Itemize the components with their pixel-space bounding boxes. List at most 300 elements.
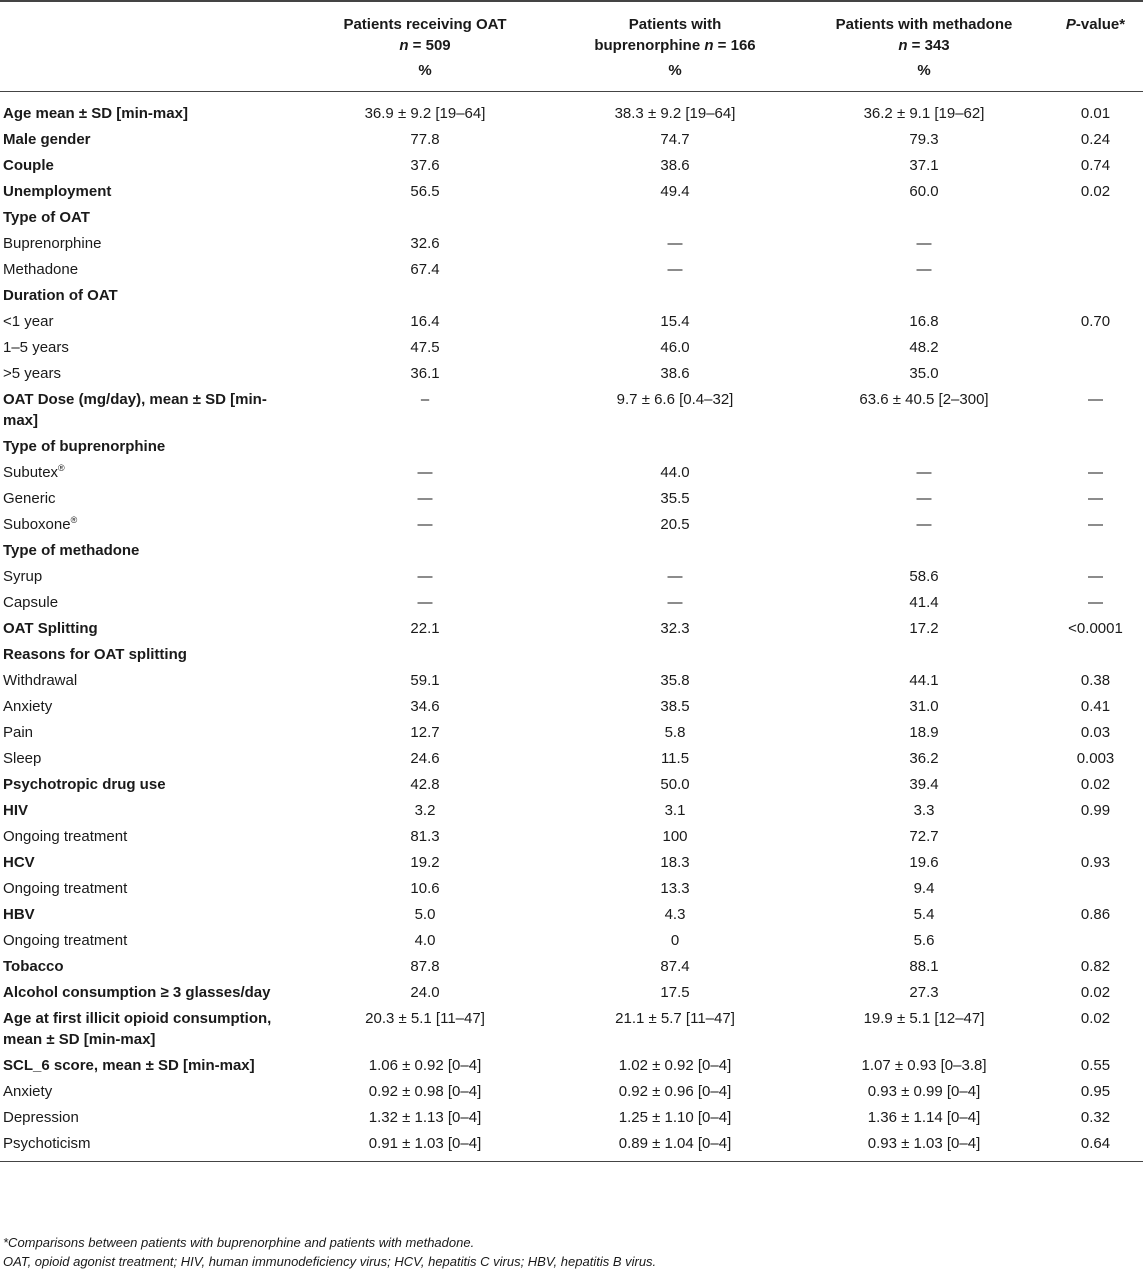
- cell-p-value: [1048, 823, 1143, 849]
- row-label-text: Buprenorphine: [3, 235, 102, 252]
- header-bup-percent: %: [668, 62, 682, 79]
- cell-methadone: 79.3: [909, 131, 939, 148]
- cell-methadone: —: [916, 516, 932, 533]
- header-buprenorphine: [550, 1, 800, 92]
- table-row: [0, 953, 1143, 979]
- table-row: [0, 563, 1143, 589]
- header-oat-percent: %: [418, 62, 432, 79]
- cell-p-value: [1048, 875, 1143, 901]
- row-label: [0, 256, 300, 282]
- cell-methadone: 17.2: [909, 620, 939, 637]
- cell-methadone: 1.36 ± 1.14 [0–4]: [867, 1109, 981, 1126]
- cell-oat: 36.9 ± 9.2 [19–64]: [364, 105, 486, 122]
- row-label-text: HBV: [3, 906, 35, 923]
- cell-oat: 12.7: [410, 724, 440, 741]
- table-row: [0, 849, 1143, 875]
- table-row: [0, 667, 1143, 693]
- cell-p-value: —: [1088, 464, 1103, 481]
- table-row: [0, 1005, 1143, 1052]
- row-label-text: Type of OAT: [3, 209, 90, 226]
- row-label: [0, 797, 300, 823]
- row-label-text: >5 years: [3, 365, 61, 382]
- row-label: [0, 230, 300, 256]
- row-label-text: Methadone: [3, 261, 79, 278]
- cell-buprenorphine: [550, 282, 800, 308]
- row-label: [0, 979, 300, 1005]
- table-row: [0, 334, 1143, 360]
- table-row: [0, 615, 1143, 641]
- cell-oat: [300, 433, 550, 459]
- cell-buprenorphine: 38.5: [660, 698, 690, 715]
- cell-oat: 81.3: [410, 828, 440, 845]
- row-label: [0, 1078, 300, 1104]
- row-label-text: Type of methadone: [3, 542, 140, 559]
- cell-oat: 42.8: [410, 776, 440, 793]
- row-label: [0, 771, 300, 797]
- cell-oat: [300, 204, 550, 230]
- table-row: [0, 204, 1143, 230]
- row-label-text: HIV: [3, 802, 29, 819]
- cell-oat: [300, 641, 550, 667]
- header-p-letter: P: [1065, 16, 1076, 33]
- row-label: [0, 719, 300, 745]
- cell-oat: 47.5: [410, 339, 440, 356]
- cell-p-value: —: [1088, 391, 1103, 408]
- row-label-text: HCV: [3, 854, 35, 871]
- cell-methadone: 31.0: [909, 698, 939, 715]
- header-p-value: [1048, 1, 1143, 92]
- table-row: [0, 511, 1143, 537]
- cell-oat: 36.1: [410, 365, 440, 382]
- cell-p-value: [1048, 334, 1143, 360]
- cell-oat: 22.1: [410, 620, 440, 637]
- cell-buprenorphine: 50.0: [660, 776, 690, 793]
- row-label-text: Withdrawal: [3, 672, 78, 689]
- cell-p-value: 0.02: [1080, 1010, 1111, 1027]
- table-footnotes: [3, 1233, 1133, 1271]
- cell-methadone: —: [916, 464, 932, 481]
- row-label: [0, 641, 300, 667]
- row-label: [0, 433, 300, 459]
- cell-oat: 0.92 ± 0.98 [0–4]: [368, 1083, 482, 1100]
- cell-methadone: 19.9 ± 5.1 [12–47]: [863, 1010, 985, 1027]
- row-label: [0, 360, 300, 386]
- row-label: [0, 875, 300, 901]
- row-label: [0, 693, 300, 719]
- row-label-text: Generic: [3, 490, 56, 507]
- cell-methadone: —: [916, 235, 932, 252]
- cell-methadone: 35.0: [909, 365, 939, 382]
- table-row: [0, 823, 1143, 849]
- cell-oat: –: [420, 391, 430, 408]
- cell-p-value: 0.95: [1080, 1083, 1111, 1100]
- cell-buprenorphine: 11.5: [660, 750, 690, 767]
- cell-methadone: [800, 282, 1048, 308]
- cell-methadone: 5.6: [913, 932, 935, 949]
- registered-mark: ®: [58, 463, 65, 473]
- cell-buprenorphine: 38.3 ± 9.2 [19–64]: [614, 105, 736, 122]
- table-row: [0, 771, 1143, 797]
- cell-oat: 1.06 ± 0.92 [0–4]: [368, 1057, 482, 1074]
- row-label-text: Pain: [3, 724, 34, 741]
- cell-buprenorphine: 46.0: [660, 339, 690, 356]
- cell-buprenorphine: 0: [670, 932, 680, 949]
- cell-p-value: —: [1088, 490, 1103, 507]
- cell-methadone: 0.93 ± 0.99 [0–4]: [867, 1083, 981, 1100]
- cell-methadone: 58.6: [909, 568, 939, 585]
- row-label-text: Type of buprenorphine: [3, 438, 166, 455]
- cell-oat: 4.0: [414, 932, 436, 949]
- table-row: [0, 178, 1143, 204]
- row-label-text: Couple: [3, 157, 54, 174]
- cell-methadone: 19.6: [909, 854, 939, 871]
- cell-p-value: 0.24: [1080, 131, 1111, 148]
- row-label-text: Age mean ± SD [min-max]: [3, 105, 188, 122]
- cell-buprenorphine: 44.0: [660, 464, 690, 481]
- cell-p-value: 0.74: [1080, 157, 1111, 174]
- cell-oat: 87.8: [410, 958, 440, 975]
- cell-methadone: 63.6 ± 40.5 [2–300]: [859, 391, 989, 408]
- cell-buprenorphine: —: [667, 568, 683, 585]
- row-label: [0, 953, 300, 979]
- table-row: [0, 152, 1143, 178]
- row-label-text: OAT Splitting: [3, 620, 98, 637]
- cell-p-value: [1048, 927, 1143, 953]
- row-label-text: 1–5 years: [3, 339, 69, 356]
- cell-methadone: 39.4: [909, 776, 939, 793]
- table-row: [0, 901, 1143, 927]
- table-body: [0, 92, 1143, 1162]
- row-label: [0, 849, 300, 875]
- cell-oat: 56.5: [410, 183, 440, 200]
- cell-p-value: [1048, 360, 1143, 386]
- row-label-text: <1 year: [3, 313, 54, 330]
- header-met-n-label: n: [898, 37, 908, 54]
- cell-oat: 3.2: [414, 802, 436, 819]
- row-label: [0, 511, 300, 537]
- cell-p-value: 0.41: [1080, 698, 1111, 715]
- cell-p-value: [1048, 256, 1143, 282]
- cell-methadone: 5.4: [913, 906, 935, 923]
- cell-p-value: 0.82: [1080, 958, 1111, 975]
- cell-buprenorphine: 5.8: [664, 724, 686, 741]
- table-row: [0, 537, 1143, 563]
- table-row: [0, 745, 1143, 771]
- cell-methadone: 9.4: [913, 880, 935, 897]
- cell-oat: —: [417, 464, 433, 481]
- table-row: [0, 282, 1143, 308]
- cell-oat: —: [417, 516, 433, 533]
- cell-p-value: <0.0001: [1068, 620, 1123, 637]
- table-row: [0, 256, 1143, 282]
- cell-oat: 24.0: [410, 984, 440, 1001]
- table-row: [0, 719, 1143, 745]
- cell-buprenorphine: 18.3: [660, 854, 690, 871]
- row-label: [0, 823, 300, 849]
- cell-buprenorphine: —: [667, 235, 683, 252]
- row-label-text: Age at first illicit opioid consumption, mean ± SD [min-max]: [3, 1010, 272, 1048]
- row-label: [0, 92, 300, 127]
- cell-methadone: 18.9: [909, 724, 939, 741]
- cell-p-value: 0.01: [1080, 105, 1111, 122]
- table-row: [0, 308, 1143, 334]
- cell-methadone: 88.1: [909, 958, 939, 975]
- header-p-rest: -value*: [1075, 16, 1126, 33]
- cell-buprenorphine: 21.1 ± 5.7 [11–47]: [615, 1010, 735, 1027]
- cell-p-value: —: [1088, 594, 1103, 611]
- row-label-text: Male gender: [3, 131, 91, 148]
- row-label-text: Sleep: [3, 750, 42, 767]
- cell-methadone: —: [916, 261, 932, 278]
- row-label-text: Suboxone: [3, 516, 71, 533]
- cell-buprenorphine: 4.3: [664, 906, 686, 923]
- cell-methadone: 72.7: [909, 828, 939, 845]
- table-row: [0, 797, 1143, 823]
- cell-p-value: 0.99: [1080, 802, 1111, 819]
- header-met-percent: %: [917, 62, 931, 79]
- row-label: [0, 1005, 300, 1052]
- header-oat-n-label: n: [399, 37, 409, 54]
- cell-methadone: 48.2: [909, 339, 939, 356]
- row-label: [0, 204, 300, 230]
- cell-buprenorphine: 20.5: [660, 516, 690, 533]
- cell-buprenorphine: 87.4: [660, 958, 690, 975]
- row-label-text: Capsule: [3, 594, 59, 611]
- cell-oat: 5.0: [414, 906, 436, 923]
- row-label: [0, 1052, 300, 1078]
- registered-mark: ®: [70, 515, 78, 525]
- row-label: [0, 589, 300, 615]
- cell-p-value: 0.003: [1076, 750, 1115, 767]
- table-row: [0, 589, 1143, 615]
- table-row: [0, 126, 1143, 152]
- header-oat: [300, 1, 550, 92]
- header-met-n-value: = 343: [907, 37, 950, 54]
- header-bup-title-2: buprenorphine: [594, 37, 701, 54]
- cell-buprenorphine: 13.3: [660, 880, 690, 897]
- table-row: [0, 433, 1143, 459]
- cell-oat: [300, 282, 550, 308]
- cell-p-value: 0.02: [1080, 984, 1111, 1001]
- row-label: [0, 334, 300, 360]
- row-label: [0, 537, 300, 563]
- row-label-text: Anxiety: [3, 1083, 53, 1100]
- cell-buprenorphine: 74.7: [660, 131, 690, 148]
- row-label: [0, 459, 300, 485]
- cell-p-value: 0.32: [1080, 1109, 1111, 1126]
- cell-methadone: 16.8: [909, 313, 939, 330]
- row-label: [0, 178, 300, 204]
- cell-oat: 0.91 ± 1.03 [0–4]: [300, 1130, 550, 1162]
- cell-methadone: 44.1: [909, 672, 939, 689]
- cell-methadone: 41.4: [909, 594, 939, 611]
- cell-buprenorphine: 0.89 ± 1.04 [0–4]: [550, 1130, 800, 1162]
- header-oat-n-value: = 509: [408, 37, 451, 54]
- cell-methadone: —: [916, 490, 932, 507]
- header-bup-n-value: = 166: [713, 37, 756, 54]
- row-label: [0, 282, 300, 308]
- row-label: [0, 386, 300, 433]
- row-label-text: Ongoing treatment: [3, 932, 128, 949]
- table-row: [0, 230, 1143, 256]
- cell-oat: [300, 537, 550, 563]
- footnote-abbreviations: OAT, opioid agonist treatment; HIV, human immunodeficiency virus; HCV, hepatitis C virus; HBV, hepatitis B virus.: [3, 1254, 657, 1269]
- row-label-text: Psychotropic drug use: [3, 776, 166, 793]
- row-label-text: Depression: [3, 1109, 79, 1126]
- cell-oat: 77.8: [410, 131, 440, 148]
- row-label-text: Reasons for OAT splitting: [3, 646, 187, 663]
- row-label-text: Subutex: [3, 464, 59, 481]
- cell-p-value: [1048, 433, 1143, 459]
- cell-buprenorphine: 3.1: [664, 802, 686, 819]
- cell-p-value: 0.93: [1080, 854, 1111, 871]
- cell-p-value: [1048, 282, 1143, 308]
- cell-oat: 16.4: [410, 313, 440, 330]
- row-label-text: Anxiety: [3, 698, 53, 715]
- table-row: [0, 1078, 1143, 1104]
- header-met-title: Patients with methadone: [835, 16, 1013, 33]
- row-label: [0, 615, 300, 641]
- table-row: [0, 1130, 1143, 1162]
- cell-buprenorphine: 38.6: [660, 365, 690, 382]
- row-label: [0, 308, 300, 334]
- header-oat-title: Patients receiving OAT: [343, 16, 507, 33]
- cell-p-value: 0.64: [1048, 1130, 1143, 1162]
- table-row: [0, 92, 1143, 127]
- cell-buprenorphine: —: [667, 261, 683, 278]
- row-label: [0, 563, 300, 589]
- header-methadone: [800, 1, 1048, 92]
- row-label-text: Syrup: [3, 568, 43, 585]
- row-label: [0, 485, 300, 511]
- cell-buprenorphine: 0.92 ± 0.96 [0–4]: [618, 1083, 732, 1100]
- cell-methadone: [800, 641, 1048, 667]
- table-row: [0, 459, 1143, 485]
- cell-oat: 67.4: [410, 261, 440, 278]
- cell-buprenorphine: [550, 433, 800, 459]
- cell-methadone: [800, 537, 1048, 563]
- cell-oat: 10.6: [410, 880, 440, 897]
- header-label-column: [0, 1, 300, 92]
- row-label-text: Psychoticism: [3, 1135, 91, 1152]
- cell-methadone: 3.3: [913, 802, 935, 819]
- row-label-text: OAT Dose (mg/day), mean ± SD [min-max]: [3, 391, 267, 429]
- cell-oat: 37.6: [410, 157, 440, 174]
- cell-methadone: [800, 433, 1048, 459]
- cell-oat: 20.3 ± 5.1 [11–47]: [365, 1010, 485, 1027]
- cell-p-value: 0.03: [1080, 724, 1111, 741]
- row-label: [0, 927, 300, 953]
- cell-p-value: [1048, 537, 1143, 563]
- cell-buprenorphine: [550, 641, 800, 667]
- cell-oat: 34.6: [410, 698, 440, 715]
- table-row: [0, 641, 1143, 667]
- row-label-text: Alcohol consumption ≥ 3 glasses/day: [3, 984, 271, 1001]
- cell-oat: 19.2: [410, 854, 440, 871]
- cell-methadone: 36.2: [909, 750, 939, 767]
- cell-oat: 32.6: [410, 235, 440, 252]
- cell-methadone: 37.1: [909, 157, 939, 174]
- cell-oat: 59.1: [410, 672, 440, 689]
- cell-buprenorphine: 35.5: [660, 490, 690, 507]
- cell-buprenorphine: 32.3: [660, 620, 690, 637]
- table-row: [0, 693, 1143, 719]
- cell-buprenorphine: 35.8: [660, 672, 690, 689]
- row-label-text: Duration of OAT: [3, 287, 118, 304]
- cell-p-value: 0.02: [1080, 183, 1111, 200]
- cell-methadone: 0.93 ± 1.03 [0–4]: [800, 1130, 1048, 1162]
- row-label: [0, 1130, 300, 1162]
- header-bup-n-label: n: [704, 37, 714, 54]
- cell-buprenorphine: [550, 537, 800, 563]
- table-row: [0, 1052, 1143, 1078]
- cell-p-value: —: [1088, 516, 1103, 533]
- cell-buprenorphine: 1.25 ± 1.10 [0–4]: [618, 1109, 732, 1126]
- row-label: [0, 152, 300, 178]
- cell-buprenorphine: —: [667, 594, 683, 611]
- footnote-comparison: *Comparisons between patients with buprenorphine and patients with methadone.: [3, 1235, 475, 1250]
- cell-buprenorphine: 17.5: [660, 984, 690, 1001]
- table-header: [0, 1, 1143, 92]
- cell-methadone: 60.0: [909, 183, 939, 200]
- cell-oat: 24.6: [410, 750, 440, 767]
- cell-p-value: —: [1088, 568, 1103, 585]
- row-label-text: Ongoing treatment: [3, 828, 128, 845]
- cell-buprenorphine: 1.02 ± 0.92 [0–4]: [618, 1057, 732, 1074]
- row-label: [0, 667, 300, 693]
- row-label-text: SCL_6 score, mean ± SD [min-max]: [3, 1057, 255, 1074]
- cell-buprenorphine: [550, 204, 800, 230]
- row-label-text: Tobacco: [3, 958, 64, 975]
- table-row: [0, 360, 1143, 386]
- table-row: [0, 927, 1143, 953]
- cell-methadone: 36.2 ± 9.1 [19–62]: [863, 105, 985, 122]
- cell-buprenorphine: 38.6: [660, 157, 690, 174]
- table-row: [0, 1104, 1143, 1130]
- cell-p-value: 0.55: [1080, 1057, 1111, 1074]
- cell-buprenorphine: 15.4: [660, 313, 690, 330]
- row-label: [0, 745, 300, 771]
- cell-oat: —: [417, 568, 433, 585]
- cell-p-value: 0.70: [1080, 313, 1111, 330]
- row-label: [0, 126, 300, 152]
- row-label: [0, 901, 300, 927]
- header-bup-title: Patients with: [628, 16, 722, 33]
- cell-oat: —: [417, 490, 433, 507]
- table-row: [0, 386, 1143, 433]
- cell-methadone: 1.07 ± 0.93 [0–3.8]: [861, 1057, 987, 1074]
- table-row: [0, 485, 1143, 511]
- cell-buprenorphine: 49.4: [660, 183, 690, 200]
- cell-oat: —: [417, 594, 433, 611]
- row-label-text: Ongoing treatment: [3, 880, 128, 897]
- cell-p-value: [1048, 204, 1143, 230]
- cell-buprenorphine: 100: [662, 828, 688, 845]
- cell-p-value: 0.86: [1080, 906, 1111, 923]
- cell-p-value: [1048, 641, 1143, 667]
- cell-p-value: [1048, 230, 1143, 256]
- cell-buprenorphine: 9.7 ± 6.6 [0.4–32]: [616, 391, 734, 408]
- cell-oat: 1.32 ± 1.13 [0–4]: [368, 1109, 482, 1126]
- table-row: [0, 875, 1143, 901]
- cell-methadone: [800, 204, 1048, 230]
- cell-methadone: 27.3: [909, 984, 939, 1001]
- cell-p-value: 0.02: [1080, 776, 1111, 793]
- cell-p-value: 0.38: [1080, 672, 1111, 689]
- row-label-text: Unemployment: [3, 183, 112, 200]
- row-label: [0, 1104, 300, 1130]
- table-row: [0, 979, 1143, 1005]
